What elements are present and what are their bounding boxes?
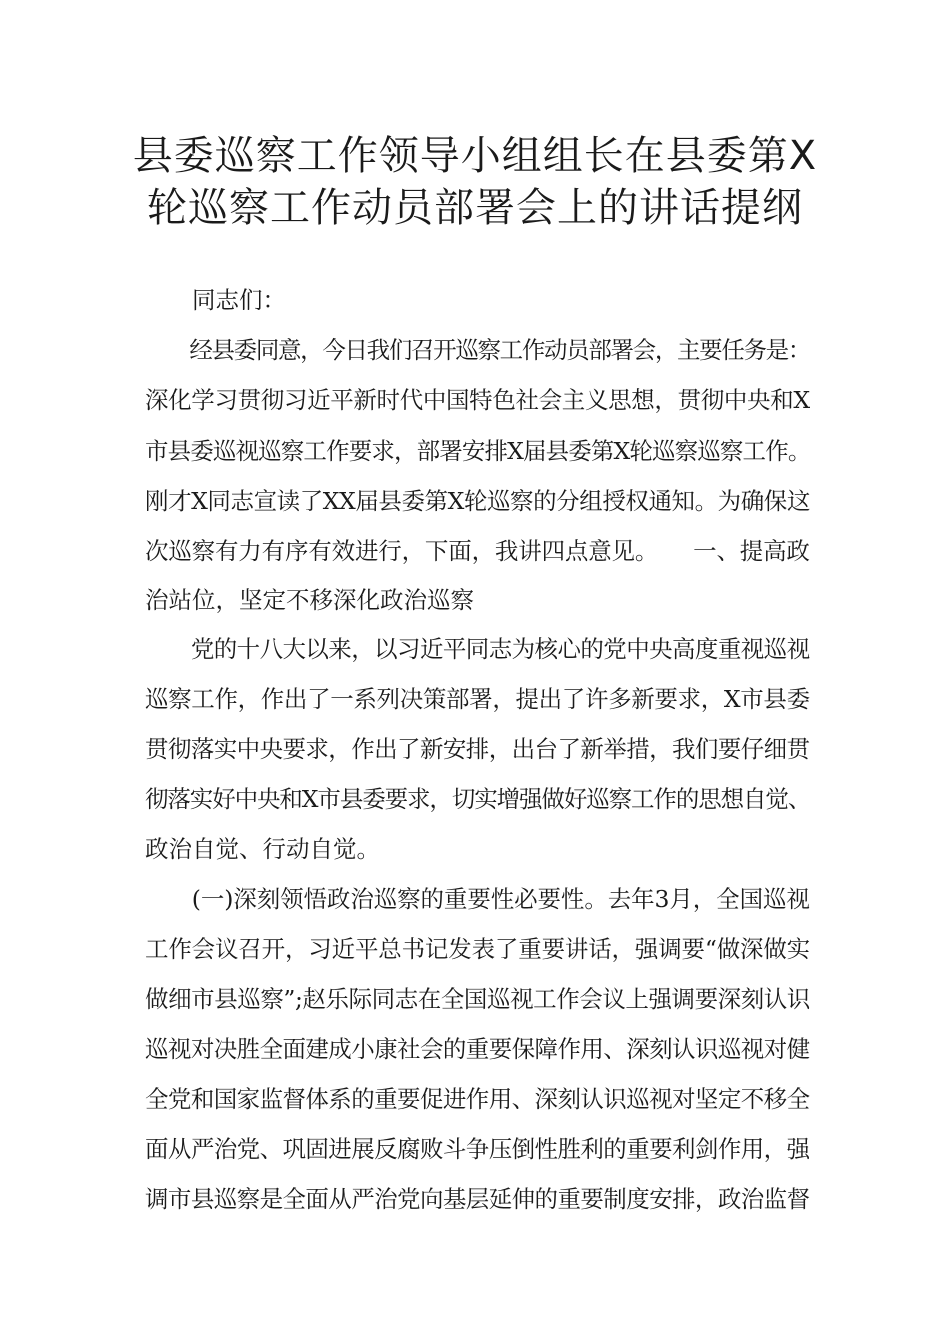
body-line: 巡察工作，作出了一系列决策部署，提出了许多新要求，X市县委 <box>145 685 810 713</box>
body-line: 全党和国家监督体系的重要促进作用、深刻认识巡视对坚定不移全 <box>145 1085 810 1113</box>
body-line: 经县委同意，今日我们召开巡察工作动员部署会，主要任务是： <box>145 336 810 364</box>
body-line: 政治自觉、行动自觉。 <box>145 835 380 863</box>
body-line: 面从严治党、巩固进展反腐败斗争压倒性胜利的重要利剑作用，强 <box>145 1135 810 1163</box>
body-line: 治站位，坚定不移深化政治巡察 <box>145 586 474 614</box>
body-line: 工作会议召开，习近平总书记发表了重要讲话，强调要“做深做实 <box>145 935 811 963</box>
body-line: 彻落实好中央和X市县委要求，切实增强做好巡察工作的思想自觉、 <box>145 785 811 813</box>
body-line: 次巡察有力有序有效进行，下面，我讲四点意见。 一、提高政 <box>145 537 810 565</box>
body-line: 党的十八大以来，以习近平同志为核心的党中央高度重视巡视 <box>145 635 810 663</box>
body-line: 贯彻落实中央要求，作出了新安排，出台了新举措，我们要仔细贯 <box>145 735 810 763</box>
body-line: 调市县巡察是全面从严治党向基层延伸的重要制度安排，政治监督 <box>145 1185 810 1213</box>
body-line: (一)深刻领悟政治巡察的重要性必要性。去年3月，全国巡视 <box>145 885 810 913</box>
body-line: 做细市县巡察”;赵乐际同志在全国巡视工作会议上强调要深刻认识 <box>145 985 810 1013</box>
document-title-line-1: 县委巡察工作领导小组组长在县委第X <box>132 133 818 179</box>
document-title-line-2: 轮巡察工作动员部署会上的讲话提纲 <box>147 185 803 231</box>
body-line: 刚才X同志宣读了XX届县委第X轮巡察的分组授权通知。为确保这 <box>145 487 810 515</box>
body-line: 市县委巡视巡察工作要求，部署安排X届县委第X轮巡察巡察工作。 <box>145 437 811 465</box>
body-line: 深化学习贯彻习近平新时代中国特色社会主义思想，贯彻中央和X <box>145 386 810 414</box>
body-line: 巡视对决胜全面建成小康社会的重要保障作用、深刻认识巡视对健 <box>145 1035 810 1063</box>
body-line: 同志们： <box>145 286 286 314</box>
